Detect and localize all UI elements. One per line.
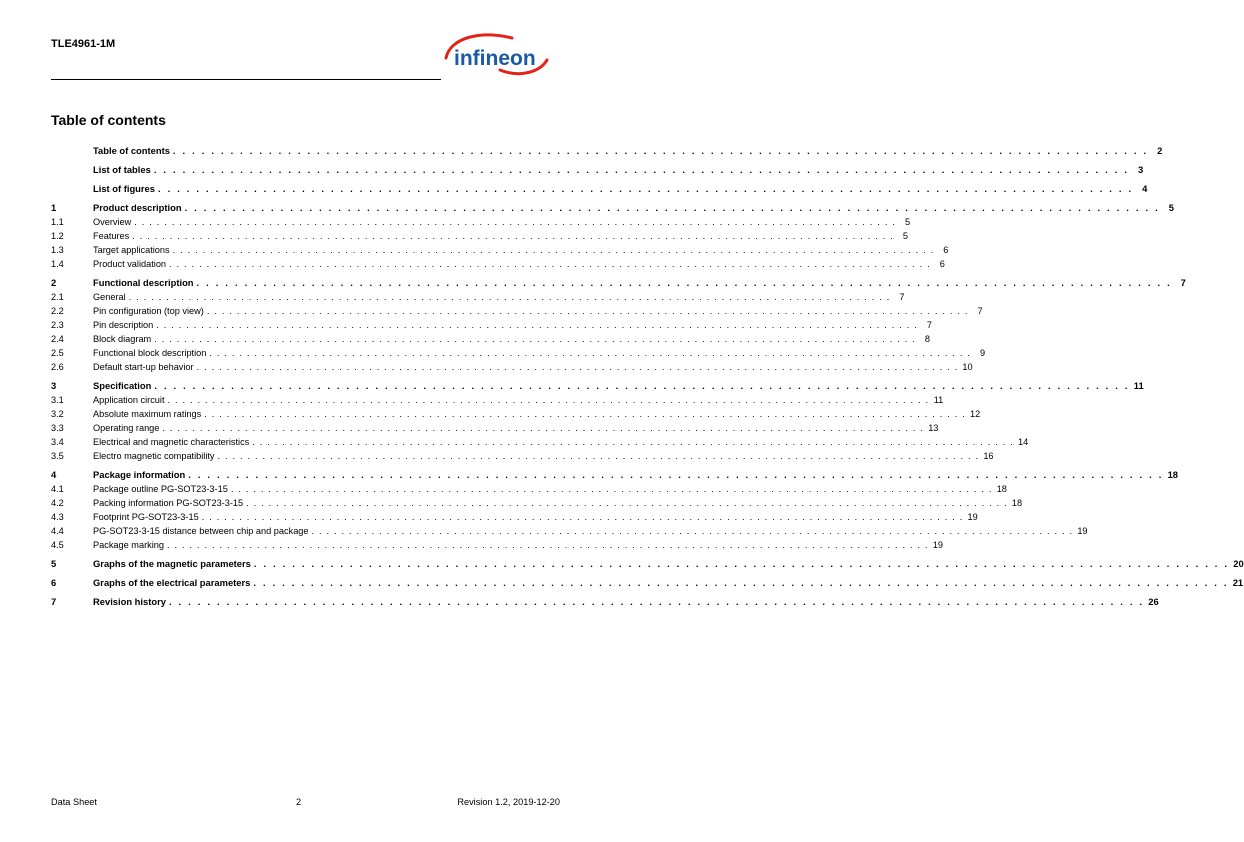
toc-dot-leader: . . . . . . . . . . . . . . . . . . . . . . . . . . . . . . . . . . . . . . . . . . . . . . . . . . . . . . . . . . . . . . . . . . . . . . . . . . . . . . . . . . . . . . . . . . . . . . . . . . . . . . (246, 498, 1008, 508)
toc-entry-number: 3.5 (51, 451, 64, 461)
toc-entry-number: 4 (51, 469, 57, 480)
infineon-logo (440, 32, 550, 80)
toc-entry-page: 16 (983, 451, 994, 461)
toc-entry[interactable] (51, 346, 986, 360)
toc-entry-title: PG-SOT23-3-15 distance between chip and package (93, 526, 309, 536)
toc-entry-page: 7 (977, 306, 983, 316)
toc-dot-leader: . . . . . . . . . . . . . . . . . . . . . . . . . . . . . . . . . . . . . . . . . . . . . . . . . . . . . . . . . . . . . . . . . . . . . . . . . . . . . . . . . . . . . . . . . . . . . . . . . . . . . . (167, 395, 930, 405)
toc-dot-leader: . . . . . . . . . . . . . . . . . . . . . . . . . . . . . . . . . . . . . . . . . . . . . . . . . . . . . . . . . . . . . . . . . . . . . . . . . . . . . . . . . . . . . . . . . . . . . . . . . . . . . . (134, 217, 897, 227)
toc-entry[interactable] (51, 257, 945, 271)
toc-entry-page: 19 (1077, 526, 1088, 536)
toc-entry-number: 2.4 (51, 334, 64, 344)
toc-entry[interactable] (51, 393, 944, 407)
toc-entry-title: Absolute maximum ratings (93, 409, 202, 419)
toc-entry-number: 3.4 (51, 437, 64, 447)
toc-entry-title: Revision history (93, 596, 166, 607)
toc-dot-leader: . . . . . . . . . . . . . . . . . . . . . . . . . . . . . . . . . . . . . . . . . . . . . . . . . . . . . . . . . . . . . . . . . . . . . . . . . . . . . . . . . . . . . . . . . . . . . . . . . . . . . . (154, 380, 1130, 391)
toc-entry-page: 9 (980, 348, 986, 358)
toc-entry-title: List of figures (93, 183, 155, 194)
toc-entry-page: 13 (928, 423, 939, 433)
toc-entry-page: 5 (902, 231, 909, 241)
toc-entry-title: Graphs of the electrical parameters (93, 577, 251, 588)
toc-entry-number: 3.3 (51, 423, 64, 433)
toc-entry-title: Table of contents (93, 145, 170, 156)
toc-entry[interactable] (51, 144, 1163, 158)
toc-entry[interactable] (51, 482, 1007, 496)
toc-entry-number: 2.2 (51, 306, 64, 316)
toc-entry[interactable] (51, 510, 978, 524)
toc-dot-leader: . . . . . . . . . . . . . . . . . . . . . . . . . . . . . . . . . . . . . . . . . . . . . . . . . . . . . . . . . . . . . . . . . . . . . . . . . . . . . . . . . . . . . . . . . . . . . . . . . . . . . . (206, 306, 969, 316)
toc-dot-leader: . . . . . . . . . . . . . . . . . . . . . . . . . . . . . . . . . . . . . . . . . . . . . . . . . . . . . . . . . . . . . . . . . . . . . . . . . . . . . . . . . . . . . . . . . . . . . . . . . . . . . . (169, 259, 931, 269)
toc-entry-page: 12 (970, 409, 981, 419)
toc-dot-leader: . . . . . . . . . . . . . . . . . . . . . . . . . . . . . . . . . . . . . . . . . . . . . . . . . . . . . . . . . . . . . . . . . . . . . . . . . . . . . . . . . . . . . . . . . . . . . . . . . . . . . . (217, 451, 980, 461)
footer-page-number: 2 (296, 797, 302, 807)
toc-entry-number: 6 (51, 577, 57, 588)
toc-dot-leader: . . . . . . . . . . . . . . . . . . . . . . . . . . . . . . . . . . . . . . . . . . . . . . . . . . . . . . . . . . . . . . . . . . . . . . . . . . . . . . . . . . . . . . . . . . . . . . . . . . . . . . (154, 334, 916, 344)
toc-dot-leader: . . . . . . . . . . . . . . . . . . . . . . . . . . . . . . . . . . . . . . . . . . . . . . . . . . . . . . . . . . . . . . . . . . . . . . . . . . . . . . . . . . . . . . . . . . . . . . . . . . . . . . (196, 277, 1172, 288)
toc-entry-page: 2 (1157, 145, 1163, 156)
toc-entry-number: 4.4 (51, 526, 64, 536)
toc-entry-number: 1 (51, 202, 57, 213)
toc-entry-title: List of tables (93, 164, 151, 175)
toc-entry-page: 7 (899, 292, 905, 302)
toc-entry-title: Overview (93, 217, 132, 227)
toc-entry-number: 7 (51, 596, 57, 607)
toc-entry-title: Packing information PG-SOT23-3-15 (93, 498, 244, 508)
toc-entry-number: 2.1 (51, 292, 64, 302)
logo-wordmark: infineon (454, 47, 536, 70)
toc-entry[interactable] (51, 182, 1148, 196)
toc-entry-title: Operating range (93, 423, 160, 433)
toc-entry-page: 18 (1167, 469, 1179, 480)
toc-entry[interactable] (51, 576, 1244, 590)
toc-entry-number: 4.1 (51, 484, 64, 494)
toc-entry-page: 11 (933, 395, 944, 405)
toc-entry-page: 19 (932, 540, 943, 550)
toc-entry[interactable] (51, 243, 949, 257)
toc-entry-title: Target applications (93, 245, 170, 255)
toc-entry-title: Product validation (93, 259, 167, 269)
toc-dot-leader: . . . . . . . . . . . . . . . . . . . . . . . . . . . . . . . . . . . . . . . . . . . . . . . . . . . . . . . . . . . . . . . . . . . . . . . . . . . . . . . . . . . . . . . . . . . . . . . . . . . . . . (230, 484, 993, 494)
header-divider (51, 79, 441, 80)
toc-entry[interactable] (51, 538, 943, 552)
toc-entry-number: 1.1 (51, 217, 64, 227)
toc-entry-title: Pin configuration (top view) (93, 306, 204, 316)
toc-entry-number: 1.4 (51, 259, 64, 269)
toc-entry[interactable] (51, 468, 1179, 482)
toc-dot-leader: . . . . . . . . . . . . . . . . . . . . . . . . . . . . . . . . . . . . . . . . . . . . . . . . . . . . . . . . . . . . . . . . . . . . . . . . . . . . . . . . . . . . . . . . . . . . . . . . . . . . . . (184, 202, 1160, 213)
toc-entry-title: Features (93, 231, 130, 241)
toc-dot-leader: . . . . . . . . . . . . . . . . . . . . . . . . . . . . . . . . . . . . . . . . . . . . . . . . . . . . . . . . . . . . . . . . . . . . . . . . . . . . . . . . . . . . . . . . . . . . . . . . . . . . . . (157, 183, 1134, 194)
toc-entry-page: 5 (904, 217, 911, 227)
toc-entry-page: 4 (1142, 183, 1148, 194)
toc-entry-page: 6 (943, 245, 949, 255)
toc-entry[interactable] (51, 229, 909, 243)
toc-entry-page: 7 (1180, 277, 1186, 288)
toc-entry-page: 8 (924, 334, 930, 344)
toc-entry-number: 4.2 (51, 498, 64, 508)
toc-entry-page: 10 (962, 362, 973, 372)
toc-entry-title: Pin description (93, 320, 154, 330)
toc-entry-page: 7 (926, 320, 933, 330)
toc-entry-title: Default start-up behavior (93, 362, 194, 372)
toc-entry-number: 2 (51, 277, 57, 288)
toc-dot-leader: . . . . . . . . . . . . . . . . . . . . . . . . . . . . . . . . . . . . . . . . . . . . . . . . . . . . . . . . . . . . . . . . . . . . . . . . . . . . . . . . . . . . . . . . . . . . . . . . . . . . . . (172, 145, 1149, 156)
toc-entry-title: Footprint PG-SOT23-3-15 (93, 512, 199, 522)
toc-entry-number: 3.1 (51, 395, 64, 405)
toc-dot-leader: . . . . . . . . . . . . . . . . . . . . . . . . . . . . . . . . . . . . . . . . . . . . . . . . . . . . . . . . . . . . . . . . . . . . . . . . . . . . . . . . . . . . . . . . . . . . . . . . . . . . . . (172, 245, 935, 255)
toc-entry-page: 18 (1011, 498, 1023, 508)
toc-dot-leader: . . . . . . . . . . . . . . . . . . . . . . . . . . . . . . . . . . . . . . . . . . . . . . . . . . . . . . . . . . . . . . . . . . . . . . . . . . . . . . . . . . . . . . . . . . . . . . . . . . . . . . (166, 540, 929, 550)
toc-entry-number: 3 (51, 380, 57, 391)
toc-entry-title: Product description (93, 202, 182, 213)
toc-entry-title: Package marking (93, 540, 164, 550)
toc-entry-title: Electrical and magnetic characteristics (93, 437, 250, 447)
toc-entry[interactable] (51, 379, 1144, 393)
toc-entry-title: Functional block description (93, 348, 207, 358)
toc-entry-number: 5 (51, 558, 57, 569)
toc-dot-leader: . . . . . . . . . . . . . . . . . . . . . . . . . . . . . . . . . . . . . . . . . . . . . . . . . . . . . . . . . . . . . . . . . . . . . . . . . . . . . . . . . . . . . . . . . . . . . . . . . . . . . . (201, 512, 964, 522)
toc-entry-title: Application circuit (93, 395, 165, 405)
toc-entry[interactable] (51, 360, 973, 374)
toc-entry[interactable] (51, 407, 981, 421)
toc-entry-number: 1.3 (51, 245, 64, 255)
toc-entry[interactable] (51, 215, 911, 229)
toc-entry-title: Electro magnetic compatibility (93, 451, 215, 461)
toc-entry[interactable] (51, 421, 939, 435)
toc-entry-number: 4.3 (51, 512, 64, 522)
toc-entry-title: General (93, 292, 126, 302)
toc-dot-leader: . . . . . . . . . . . . . . . . . . . . . . . . . . . . . . . . . . . . . . . . . . . . . . . . . . . . . . . . . . . . . . . . . . . . . . . . . . . . . . . . . . . . . . . . . . . . . . . . . . . . . . (188, 469, 1164, 480)
toc-dot-leader: . . . . . . . . . . . . . . . . . . . . . . . . . . . . . . . . . . . . . . . . . . . . . . . . . . . . . . . . . . . . . . . . . . . . . . . . . . . . . . . . . . . . . . . . . . . . . . . . . . . . . . (311, 526, 1074, 536)
toc-dot-leader: . . . . . . . . . . . . . . . . . . . . . . . . . . . . . . . . . . . . . . . . . . . . . . . . . . . . . . . . . . . . . . . . . . . . . . . . . . . . . . . . . . . . . . . . . . . . . . . . . . . . . . (204, 409, 967, 419)
toc-entry[interactable] (51, 276, 1186, 290)
toc-entry-page: 3 (1137, 164, 1144, 175)
toc-entry-page: 14 (1018, 437, 1029, 447)
toc-entry-page: 11 (1133, 380, 1144, 391)
toc-entry-number: 2.6 (51, 362, 64, 372)
toc-entry-title: Package information (93, 469, 186, 480)
footer-revision: Revision 1.2, 2019-12-20 (457, 797, 560, 807)
toc-dot-leader: . . . . . . . . . . . . . . . . . . . . . . . . . . . . . . . . . . . . . . . . . . . . . . . . . . . . . . . . . . . . . . . . . . . . . . . . . . . . . . . . . . . . . . . . . . . . . . . . . . . . . . (196, 362, 959, 372)
toc-dot-leader: . . . . . . . . . . . . . . . . . . . . . . . . . . . . . . . . . . . . . . . . . . . . . . . . . . . . . . . . . . . . . . . . . . . . . . . . . . . . . . . . . . . . . . . . . . . . . . . . . . . . . . (128, 292, 891, 302)
toc-entry-number: 2.3 (51, 320, 64, 330)
footer-doc-type: Data Sheet (51, 797, 97, 807)
toc-entry[interactable] (51, 595, 1159, 609)
toc-entry-page: 5 (1168, 202, 1174, 213)
toc-entry[interactable] (51, 449, 994, 463)
toc-dot-leader: . . . . . . . . . . . . . . . . . . . . . . . . . . . . . . . . . . . . . . . . . . . . . . . . . . . . . . . . . . . . . . . . . . . . . . . . . . . . . . . . . . . . . . . . . . . . . . . . . . . . . . (253, 558, 1230, 569)
toc-entry-page: 6 (939, 259, 945, 269)
toc-dot-leader: . . . . . . . . . . . . . . . . . . . . . . . . . . . . . . . . . . . . . . . . . . . . . . . . . . . . . . . . . . . . . . . . . . . . . . . . . . . . . . . . . . . . . . . . . . . . . . . . . . . . . . (153, 164, 1130, 175)
toc-entry-number: 2.5 (51, 348, 64, 358)
toc-dot-leader: . . . . . . . . . . . . . . . . . . . . . . . . . . . . . . . . . . . . . . . . . . . . . . . . . . . . . . . . . . . . . . . . . . . . . . . . . . . . . . . . . . . . . . . . . . . . . . . . . . . . . . (252, 437, 1015, 447)
toc-dot-leader: . . . . . . . . . . . . . . . . . . . . . . . . . . . . . . . . . . . . . . . . . . . . . . . . . . . . . . . . . . . . . . . . . . . . . . . . . . . . . . . . . . . . . . . . . . . . . . . . . . . . . . (162, 423, 925, 433)
toc-entry[interactable] (51, 201, 1174, 215)
toc-entry-number: 4.5 (51, 540, 64, 550)
toc-entry-number: 1.2 (51, 231, 64, 241)
toc-entry-title: Specification (93, 380, 152, 391)
document-id: TLE4961-1M (51, 38, 116, 50)
toc-entry-title: Package outline PG-SOT23-3-15 (93, 484, 228, 494)
toc-entry-page: 26 (1148, 596, 1159, 607)
toc-dot-leader: . . . . . . . . . . . . . . . . . . . . . . . . . . . . . . . . . . . . . . . . . . . . . . . . . . . . . . . . . . . . . . . . . . . . . . . . . . . . . . . . . . . . . . . . . . . . . . . . . . . . . . (132, 231, 895, 241)
toc-dot-leader: . . . . . . . . . . . . . . . . . . . . . . . . . . . . . . . . . . . . . . . . . . . . . . . . . . . . . . . . . . . . . . . . . . . . . . . . . . . . . . . . . . . . . . . . . . . . . . . . . . . . . . (253, 577, 1229, 588)
toc-entry[interactable] (51, 557, 1244, 571)
toc-entry[interactable] (51, 318, 933, 332)
toc-entry[interactable] (51, 332, 930, 346)
toc-dot-leader: . . . . . . . . . . . . . . . . . . . . . . . . . . . . . . . . . . . . . . . . . . . . . . . . . . . . . . . . . . . . . . . . . . . . . . . . . . . . . . . . . . . . . . . . . . . . . . . . . . . . . . (156, 320, 919, 330)
toc-dot-leader: . . . . . . . . . . . . . . . . . . . . . . . . . . . . . . . . . . . . . . . . . . . . . . . . . . . . . . . . . . . . . . . . . . . . . . . . . . . . . . . . . . . . . . . . . . . . . . . . . . . . . . (209, 348, 972, 358)
toc-entry[interactable] (51, 524, 1088, 538)
toc-entry-number: 3.2 (51, 409, 64, 419)
toc-entry-page: 18 (996, 484, 1007, 494)
toc-entry-title: Block diagram (93, 334, 152, 344)
toc-entry-page: 21 (1232, 577, 1244, 588)
toc-entry[interactable] (51, 496, 1023, 510)
toc-entry[interactable] (51, 290, 905, 304)
toc-entry-page: 20 (1233, 558, 1244, 569)
toc-entry-page: 19 (967, 512, 978, 522)
toc-heading: Table of contents (51, 112, 166, 128)
toc-entry-title: Functional description (93, 277, 194, 288)
toc-dot-leader: . . . . . . . . . . . . . . . . . . . . . . . . . . . . . . . . . . . . . . . . . . . . . . . . . . . . . . . . . . . . . . . . . . . . . . . . . . . . . . . . . . . . . . . . . . . . . . . . . . . . . . (168, 596, 1145, 607)
toc-entry[interactable] (51, 163, 1144, 177)
toc-entry[interactable] (51, 435, 1029, 449)
toc-entry[interactable] (51, 304, 983, 318)
toc-entry-title: Graphs of the magnetic parameters (93, 558, 251, 569)
